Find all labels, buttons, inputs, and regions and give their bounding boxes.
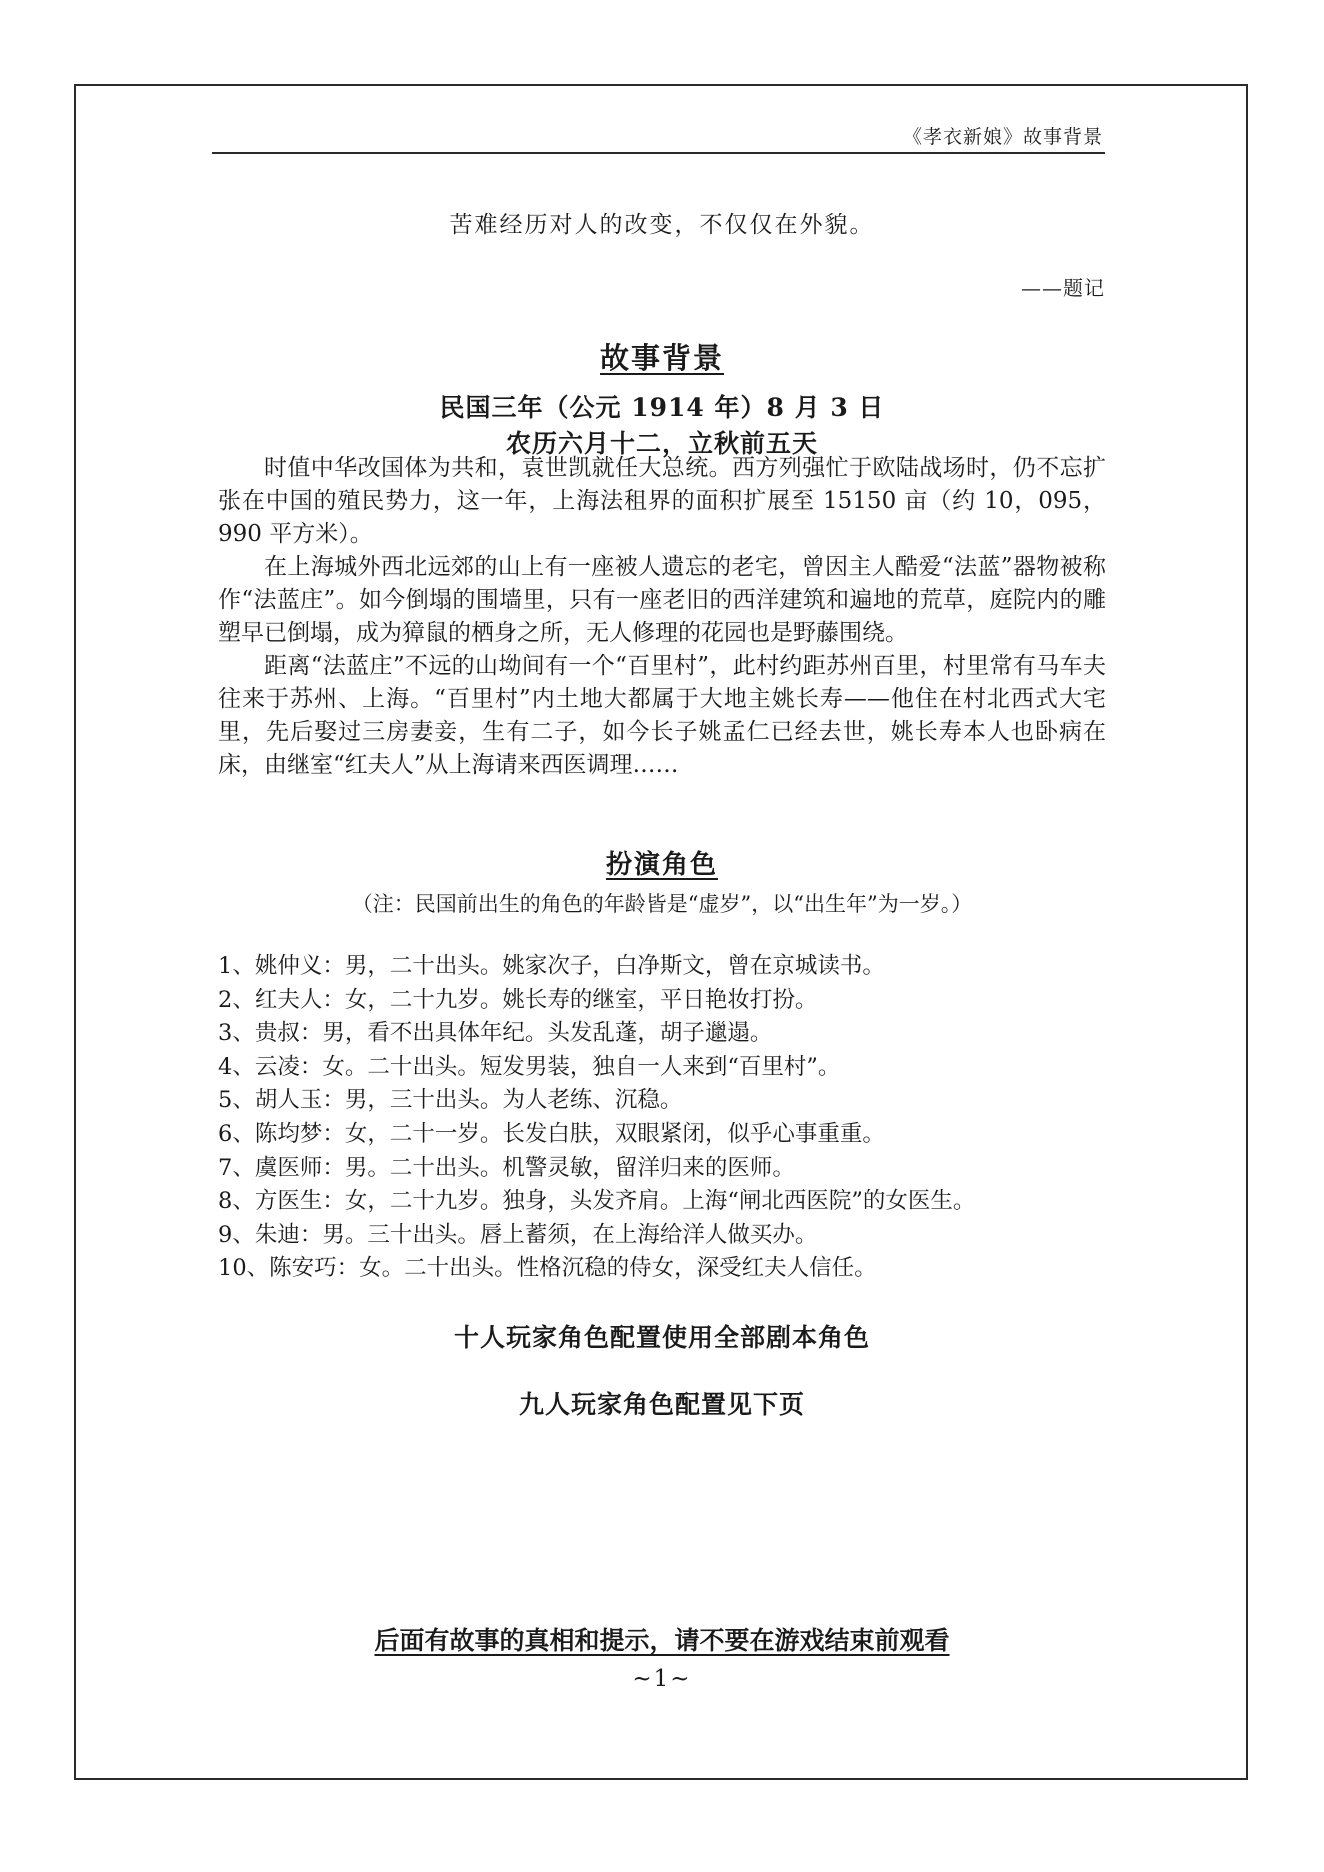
story-date-line-2: 农历六月十二，立秋前五天 — [505, 429, 818, 458]
role-item: 1、姚仲义：男，二十出头。姚家次子，白净斯文，曾在京城读书。 — [218, 953, 885, 979]
epigraph: 苦难经历对人的改变，不仅仅在外貌。 — [449, 212, 875, 238]
story-body — [218, 452, 1106, 782]
role-item: 9、朱迪：男。三十出头。唇上蓄须，在上海给洋人做买办。 — [218, 1221, 818, 1248]
role-item: 3、贵叔：男，看不出具体年纪。头发乱蓬，胡子邋遢。 — [218, 1020, 773, 1047]
header-title: 《孝衣新娘》故事背景 — [902, 126, 1103, 148]
story-paragraph: 距离“法蓝庄”不远的山坳间有一个“百里村”，此村约距苏州百里，村里常有马车夫往来于苏州、上海。“百里村”内土地大都属于大地主姚长寿——他住在村北西式大宅里，先后娶过三房妻妾，生有二子，如今长子姚孟仁已经去世，姚长寿本人也卧病在床，由继室“红夫人”从上海请来西医调理…… — [218, 653, 1106, 778]
role-item: 6、陈均梦：女，二十一岁。长发白肤，双眼紧闭，似乎心事重重。 — [218, 1120, 885, 1147]
story-paragraph: 时值中华改国体为共和，袁世凯就任大总统。西方列强忙于欧陆战场时，仍不忘扩张在中国的殖民势力，这一年，上海法租界的面积扩展至 15150 亩（约 10，095，990 平方米）。 — [218, 455, 1106, 547]
role-item: 2、红夫人：女，二十九岁。姚长寿的继室，平日艳妆打扮。 — [218, 986, 818, 1013]
roles-note: （注：民国前出生的角色的年龄皆是“虚岁”，以“出生年”为一岁。） — [351, 892, 973, 916]
epigraph-attribution: ——题记 — [1021, 276, 1105, 300]
config-nine-players: 九人玩家角色配置见下页 — [518, 1390, 805, 1419]
spoiler-warning: 后面有故事的真相和提示，请不要在游戏结束前观看 — [374, 1626, 950, 1655]
story-paragraph: 在上海城外西北远郊的山上有一座被人遗忘的老宅，曾因主人酷爱“法蓝”器物被称作“法蓝庄”。如今倒塌的围墙里，只有一座老旧的西洋建筑和遍地的荒草，庭院内的雕塑早已倒塌，成为獐鼠的栖身之所，无人修理的花园也是野藤围绕。 — [218, 554, 1106, 646]
roles-list — [218, 950, 1108, 1286]
page-number: ~1~ — [632, 1666, 692, 1692]
story-title: 故事背景 — [599, 341, 724, 375]
role-item: 4、云凌：女。二十出头。短发男装，独自一人来到“百里村”。 — [218, 1053, 841, 1080]
role-item: 8、方医生：女，二十九岁。独身，头发齐肩。上海“闸北西医院”的女医生。 — [218, 1188, 976, 1215]
roles-title: 扮演角色 — [605, 850, 718, 880]
page-header — [212, 118, 1105, 154]
role-item: 5、胡人玉：男，三十出头。为人老练、沉稳。 — [218, 1087, 683, 1114]
role-item: 7、虞医师：男。二十出头。机警灵敏，留洋归来的医师。 — [218, 1154, 795, 1181]
role-item: 10、陈安巧：女。二十出头。性格沉稳的侍女，深受红夫人信任。 — [218, 1255, 877, 1282]
config-ten-players: 十人玩家角色配置使用全部剧本角色 — [453, 1323, 870, 1352]
story-date-line-1: 民国三年（公元 1914 年）8 月 3 日 — [439, 393, 885, 422]
